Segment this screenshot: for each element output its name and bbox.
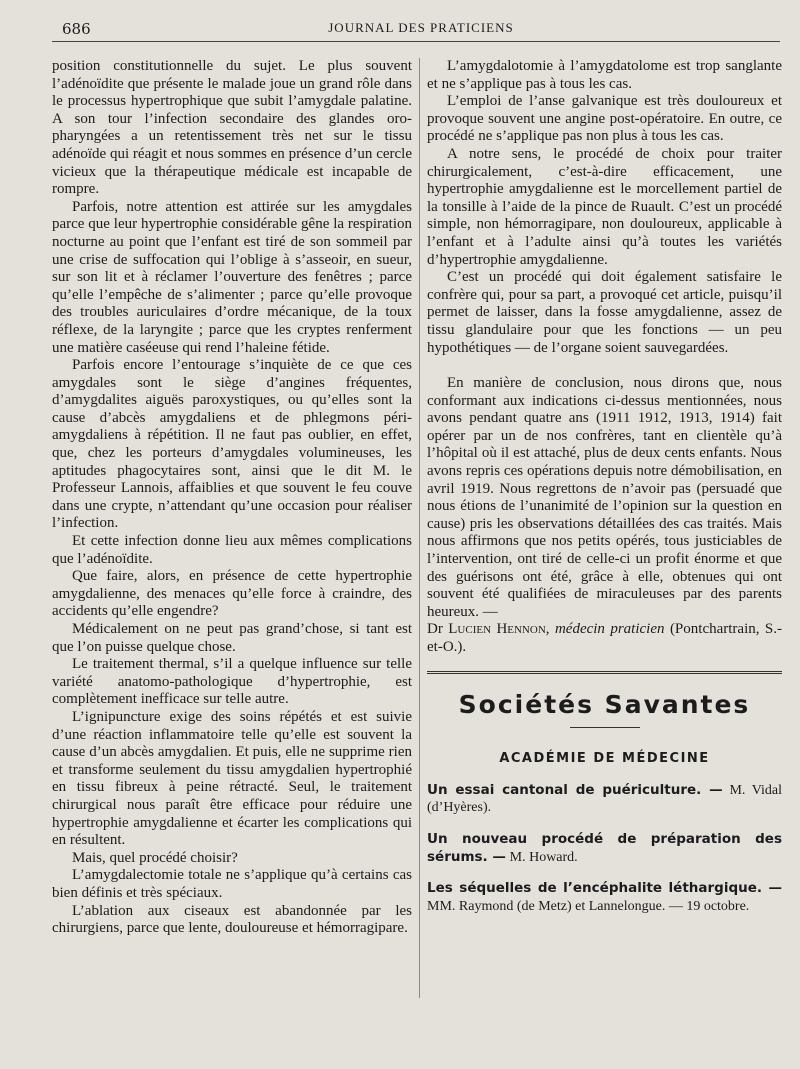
right-column — [427, 58, 782, 915]
paragraph: L’ablation aux ciseaux est abandonnée par les chirurgiens, parce que lente, douloureuse et hémorragipare. — [52, 902, 412, 937]
paragraph: Parfois, notre attention est attirée sur les amygdales parce que leur hypertrophie considérable gêne la respiration nocturne au point que l’enfant est tiré de son sommeil par une crise de suffocation qui l’oblige à s’asseoir, en sueur, sur son lit et à réclamer l’ouverture des fenêtres ; parce qu’elle l’empêche de s’alimenter ; parce qu’elle provoque des troubles auriculaires d’ordre mécanique, de la toux réflexe, de la laryngite ; parce que les cryptes renferment une matière caséeuse qui rend l’haleine fétide. — [52, 198, 412, 356]
paragraph: L’ignipuncture exige des soins répétés et est suivie d’une réaction inflammatoire telle qu’elle est souvent la cause d’un abcès amygdalien. Et puis, elle ne supprime rien et transforme seulement du tissu amygdalien hypertrophié en tissu fibreux à peine rétracté. Seul, le traitement chirurgical nous paraît être efficace pour réduire une hypertrophie amygdalienne et écarter les complications qui en résultent. — [52, 708, 412, 849]
paragraph: Mais, quel procédé choisir? — [72, 849, 238, 866]
society-item-title: Un nouveau procédé de préparation des sérums. — — [427, 830, 782, 865]
right-column-text — [427, 58, 782, 621]
section-double-rule — [427, 671, 782, 674]
society-item — [427, 831, 782, 866]
paragraph: En manière de conclusion, nous dirons que, nous conformant aux indications ci-dessus mentionnées, nous avons pendant quatre ans (1911 1912, 1913, 1914) fait opérer par un de nos confrères, tant en clientèle qu’à l’hôpital où il est attaché, plus de deux cents enfants. Nous avons repris ces opérations depuis notre démobilisation, en avril 1919. Nous regrettons de n’avoir pas (persuadé que nous étions de l’unanimité de l’opinion sur la question en cause) pris les observations détaillées des cas traités. Mais nous affirmons que nos petits opérés, tous justiciables de l’intervention, ont tiré de celle-ci un profit énorme et que des guérisons ont été, grâce à elle, obtenues qui ont souvent été qualifiées de miraculeuses par des parents heureux. — — [427, 375, 782, 620]
paragraph: Que faire, alors, en présence de cette hypertrophie amygdalienne, des menaces qu’elle force à craindre, des accidents qu’elle engendre? — [52, 568, 412, 620]
paragraph: C’est un procédé qui doit également satisfaire le confrère qui, pour sa part, a provoqué cet article, puisqu’il permet de laisser, dans la fosse amygdalienne, assez de tissu glandulaire pour que les fonctions — un peu hypothétiques — de l’organe soient sauvegardées. — [427, 269, 782, 356]
signature-place: (Pontchartrain, S.-et-O.). — [427, 621, 782, 655]
paragraph: Parfois encore l’entourage s’inquiète de ce que ces amygdales sont le siège d’angines fréquentes, d’amygdalites aiguës paroxystiques, ou qu’elles sont la cause d’abcès amygdaliens et de phlegmons péri-amygdaliens à répétition. Il ne faut pas oublier, en effet, que, chez les porteurs d’amygdales volumineuses, les aptitudes phagocytaires sont, ainsi que le dit M. le Professeur Lannois, affaiblies et que souvent le feu couve dans une crypte, n’attendant qu’une occasion pour réaliser l’infection. — [52, 357, 412, 532]
paragraph: A notre sens, le procédé de choix pour traiter chirurgicalement, c’est-à-dire efficacement, une hypertrophie amygdalienne est le morcellement partiel de la tonsille à l’aide de la pince de Ruault. C’est un procédé simple, non hémorragipare, non douloureux, applicable à l’enfant et à l’adulte ainsi qu’à toutes les variétés d’hypertrophie amygdalienne. — [427, 145, 782, 268]
society-item-title: Les séquelles de l’encéphalite léthargique. — — [427, 880, 782, 897]
society-item-author: MM. Raymond (de Metz) et Lannelongue. — 19 octobre. — [427, 898, 750, 914]
academy-heading: ACADÉMIE DE MÉDECINE — [499, 751, 710, 767]
signature-name: Lucien Hennon, — [448, 621, 550, 638]
signature-role: médecin praticien — [554, 621, 665, 638]
paragraph: L’emploi de l’anse galvanique est très douloureux et provoque souvent une angine post-opératoire. En outre, ce procédé ne s’applique pas non plus à tous les cas. — [427, 93, 782, 145]
paragraph: L’amygdalectomie totale ne s’applique qu’à certains cas bien définis et très spéciaux. — [52, 867, 412, 901]
paragraph: Le traitement thermal, s’il a quelque influence sur telle variété anatomo-pathologique d’hypertrophie, est complètement inefficace sur telle autre. — [52, 656, 412, 708]
paragraph-gap — [427, 357, 782, 375]
society-item — [427, 782, 782, 817]
header-rule — [52, 41, 780, 42]
article-signature — [427, 621, 782, 656]
left-column — [52, 58, 412, 938]
society-item-author: M. Howard. — [509, 849, 578, 865]
page-header — [62, 20, 780, 40]
signature-prefix: Dr — [427, 621, 443, 638]
section-short-rule — [570, 727, 640, 728]
society-item-author: M. Vidal (d’Hyères). — [427, 782, 782, 816]
paragraph: Médicalement on ne peut pas grand’chose, si tant est que l’on puisse quelque chose. — [52, 621, 412, 655]
society-item-title: Un essai cantonal de puériculture. — — [427, 781, 723, 798]
page-number: 686 — [62, 20, 91, 38]
paragraph: Et cette infection donne lieu aux mêmes complications que l’adénoïdite. — [52, 533, 412, 567]
society-item — [427, 880, 782, 915]
journal-title: JOURNAL DES PRATICIENS — [328, 20, 514, 35]
section-title: Sociétés Savantes — [458, 689, 751, 719]
paragraph: position constitutionnelle du sujet. Le plus souvent l’adénoïdite que présente le malade joue un grand rôle dans le processus hypertrophique que subit l’amygdale palatine. A son tour l’infection secondaire des glandes oro-pharyngées a un retentissement très net sur le tissu adénoïde qui réagit et nous sommes en présence d’un cercle vicieux que la thérapeutique médicale est incapable de rompre. — [52, 58, 412, 198]
paragraph: L’amygdalotomie à l’amygdatolome est trop sanglante et ne s’applique pas à tous les cas. — [427, 58, 782, 92]
society-items — [427, 782, 782, 916]
column-separator — [419, 58, 420, 998]
